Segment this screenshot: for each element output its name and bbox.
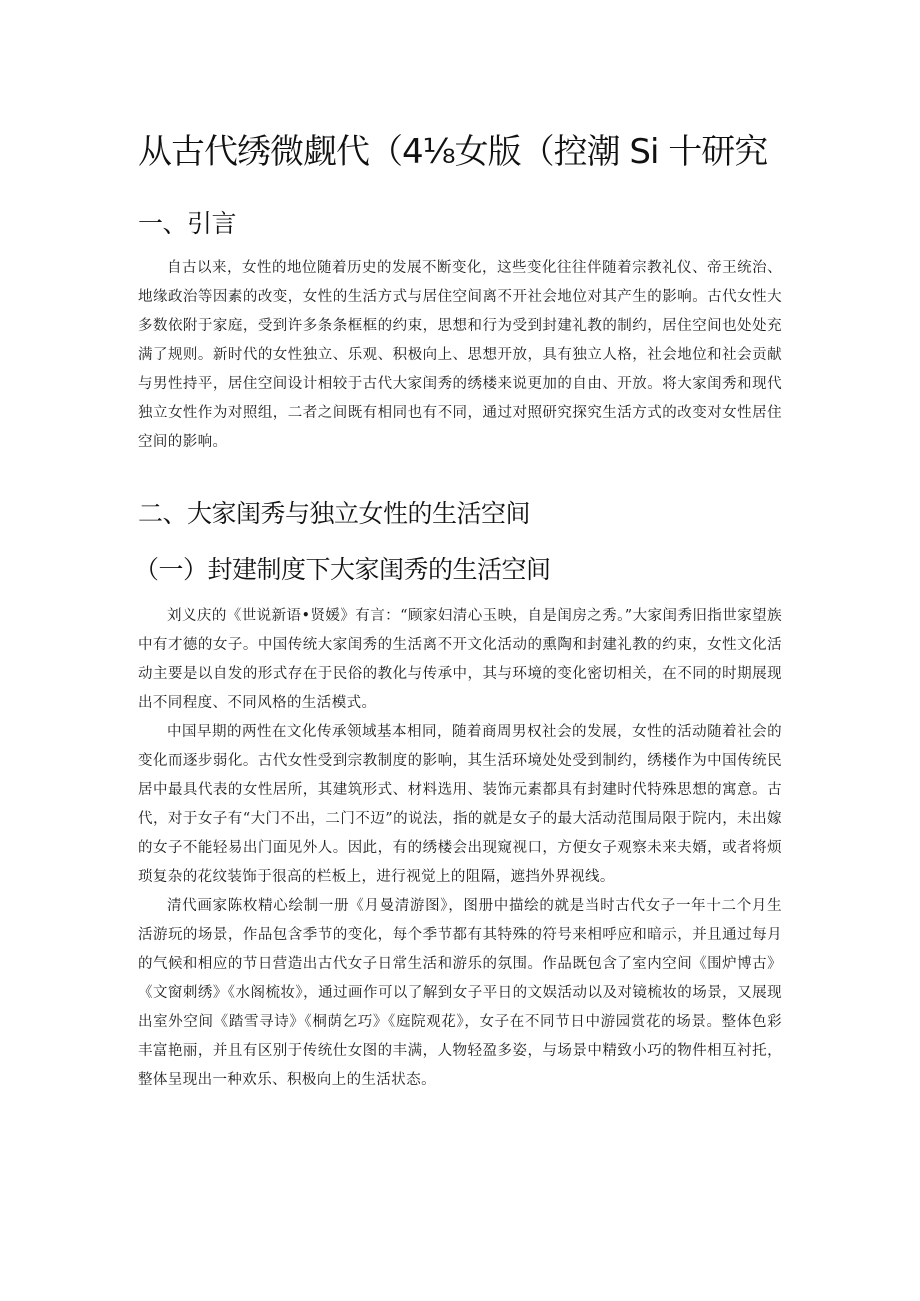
- paragraph: 中国早期的两性在文化传承领域基本相同，随着商周男权社会的发展，女性的活动随着社会的变化而逐步弱化。古代女性受到宗教制度的影响，其生活环境处处受到制约，绣楼作为中国传统民居中最具代表的女性居所，其建筑形式、材料选用、装饰元素都具有封建时代特殊思想的寓意。古代，对于女子有“大门不出，二门不迈”的说法，指的就是女子的最大活动范围局限于院内，未出嫁的女子不能轻易出门面见外人。因此，有的绣楼会出现窥视口，方便女子观察未来夫婿，或者将烦琐复杂的花纹装饰于很高的栏板上，进行视觉上的阻隔，遮挡外界视线。: [138, 724, 782, 885]
- document-title: 从古代绣微觑代（4⅛女版（控潮 Si 十研究: [138, 132, 768, 172]
- section-heading-introduction: 一、引言: [138, 209, 237, 238]
- subsection-heading-feudal-living-space: （一）封建制度下大家闺秀的生活空间: [134, 555, 551, 584]
- section-body-feudal-living-space: [138, 602, 782, 1095]
- section-heading-living-spaces: 二、大家闺秀与独立女性的生活空间: [138, 499, 531, 528]
- paragraph: 刘义庆的《世说新语•贤媛》有言：“顾家妇清心玉映，自是闺房之秀。”大家闺秀旧指世家望族中有才德的女子。中国传统大家闺秀的生活离不开文化活动的熏陶和封建礼教的约束，女性文化活动主要是以自发的形式存在于民俗的教化与传承中，其与环境的变化密切相关，在不同的时期展现出不同程度、不同风格的生活模式。: [138, 608, 782, 711]
- paragraph: 自古以来，女性的地位随着历史的发展不断变化，这些变化往往伴随着宗教礼仪、帝王统治、地缘政治等因素的改变，女性的生活方式与居住空间离不开社会地位对其产生的影响。古代女性大多数依附于家庭，受到许多条条框框的约束，思想和行为受到封建礼教的制约，居住空间也处处充满了规则。新时代的女性独立、乐观、积极向上、思想开放，具有独立人格，社会地位和社会贡献与男性持平，居住空间设计相较于古代大家闺秀的绣楼来说更加的自由、开放。将大家闺秀和现代独立女性作为对照组，二者之间既有相同也有不同，通过对照研究探究生活方式的改变对女性居住空间的影响。: [138, 260, 782, 450]
- section-body-introduction: [138, 254, 782, 457]
- paragraph: 清代画家陈枚精心绘制一册《月曼清游图》，图册中描绘的就是当时古代女子一年十二个月生活游玩的场景，作品包含季节的变化，每个季节都有其特殊的符号来相呼应和暗示，并且通过每月的气候和相应的节日营造出古代女子日常生活和游乐的氛围。作品既包含了室内空间《围炉博古》《文窗刺绣》《水阁梳妆》，通过画作可以了解到女子平日的文娱活动以及对镜梳妆的场景，又展现出室外空间《踏雪寻诗》《桐荫乞巧》《庭院观花》，女子在不同节日中游园赏花的场景。整体色彩丰富艳丽，并且有区别于传统仕女图的丰满，人物轻盈多姿，与场景中精致小巧的物件相互衬托，整体呈现出一种欢乐、积极向上的生活状态。: [138, 898, 782, 1088]
